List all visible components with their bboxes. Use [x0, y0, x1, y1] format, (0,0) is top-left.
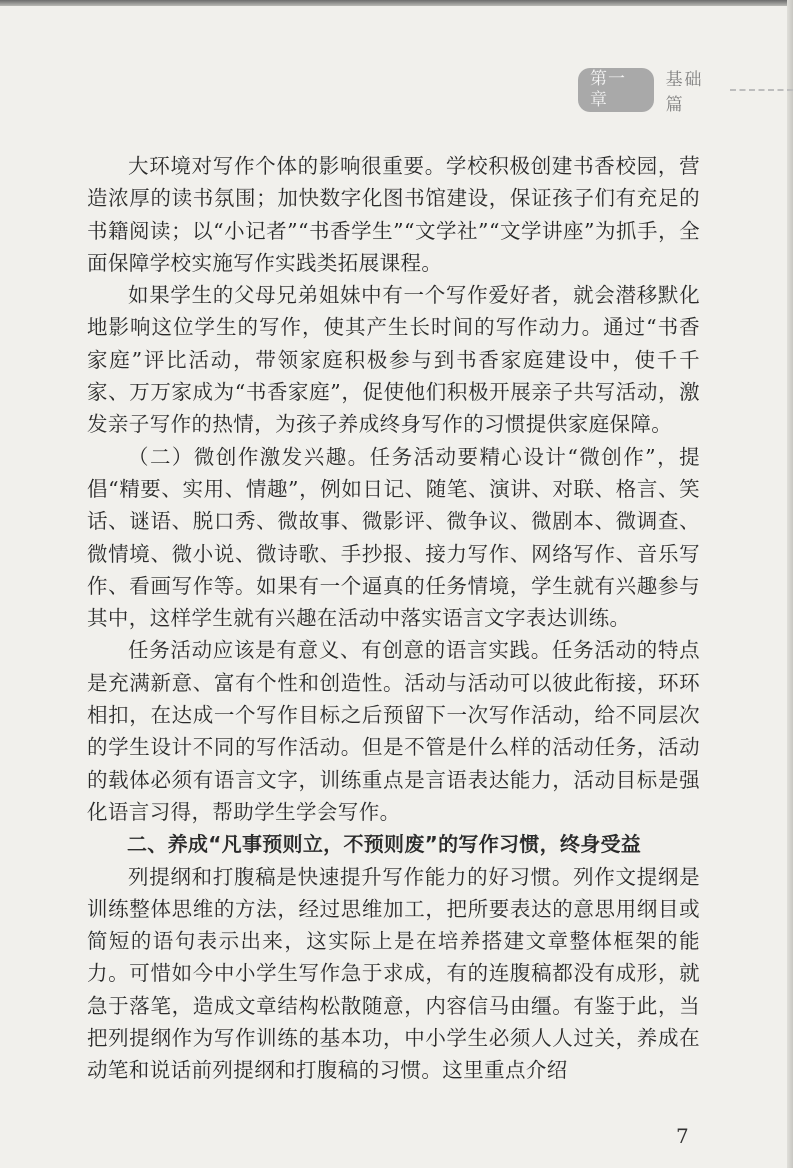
page-right-edge — [787, 0, 793, 1168]
paragraph: 任务活动应该是有意义、有创意的语言实践。任务活动的特点是充满新意、富有个性和创造性。活动与活动可以彼此衔接，环环相扣，在达成一个写作目标之后预留下一次写作活动，给不同层次的学生设计不同的写作活动。但是不管是什么样的活动任务，活动的载体必须有语言文字，训练重点是言语表达能力，活动目标是强化语言习得，帮助学生学会写作。 — [87, 638, 700, 824]
header-dash-decoration — [730, 89, 793, 91]
page-top-edge — [0, 0, 793, 6]
paragraph: 列提纲和打腹稿是快速提升写作能力的好习惯。列作文提纲是训练整体思维的方法，经过思维加工，把所要表达的意思用纲目或简短的语句表示出来，这实际上是在培养搭建文章整体框架的能力。可惜如今中小学生写作急于求成，有的连腹稿都没有成形，就急于落笔，造成文章结构松散随意，内容信马由缰。有鉴于此，当把列提纲作为写作训练的基本功，中小学生必须人人过关，养成在动笔和说话前列提纲和打腹稿的习惯。这里重点介绍 — [87, 864, 700, 1083]
running-header — [578, 69, 793, 115]
paragraph: 如果学生的父母兄弟姐妹中有一个写作爱好者，就会潜移默化地影响这位学生的写作，使其产生长时间的写作动力。通过“书香家庭”评比活动，带领家庭积极参与到书香家庭建设中，使千千家、万万家成为“书香家庭”，促使他们积极开展亲子共写活动，激发亲子写作的热情，为孩子养成终身写作的习惯提供家庭保障。 — [87, 283, 700, 437]
page-number: 7 — [676, 1124, 689, 1148]
paragraph: 大环境对写作个体的影响很重要。学校积极创建书香校园，营造浓厚的读书氛围；加快数字化图书馆建设，保证孩子们有充足的书籍阅读；以“小记者”“书香学生”“文学社”“文学讲座”为抓手，全面保障学校实施写作实践类拓展课程。 — [87, 154, 700, 275]
chapter-badge: 第一章 — [578, 68, 654, 112]
body-text — [87, 150, 700, 1087]
section-title: 基础篇 — [665, 70, 704, 115]
paragraph: （二）微创作激发兴趣。任务活动要精心设计“微创作”，提倡“精要、实用、情趣”，例如日记、随笔、演讲、对联、格言、笑话、谜语、脱口秀、微故事、微影评、微争议、微剧本、微调查、微情境、微小说、微诗歌、手抄报、接力写作、网络写作、音乐写作、看画写作等。如果有一个逼真的任务情境，学生就有兴趣参与其中，这样学生就有兴趣在活动中落实语言文字表达训练。 — [87, 444, 700, 631]
section-heading: 二、养成“凡事预则立，不预则废”的写作习惯，终身受益 — [127, 832, 642, 857]
